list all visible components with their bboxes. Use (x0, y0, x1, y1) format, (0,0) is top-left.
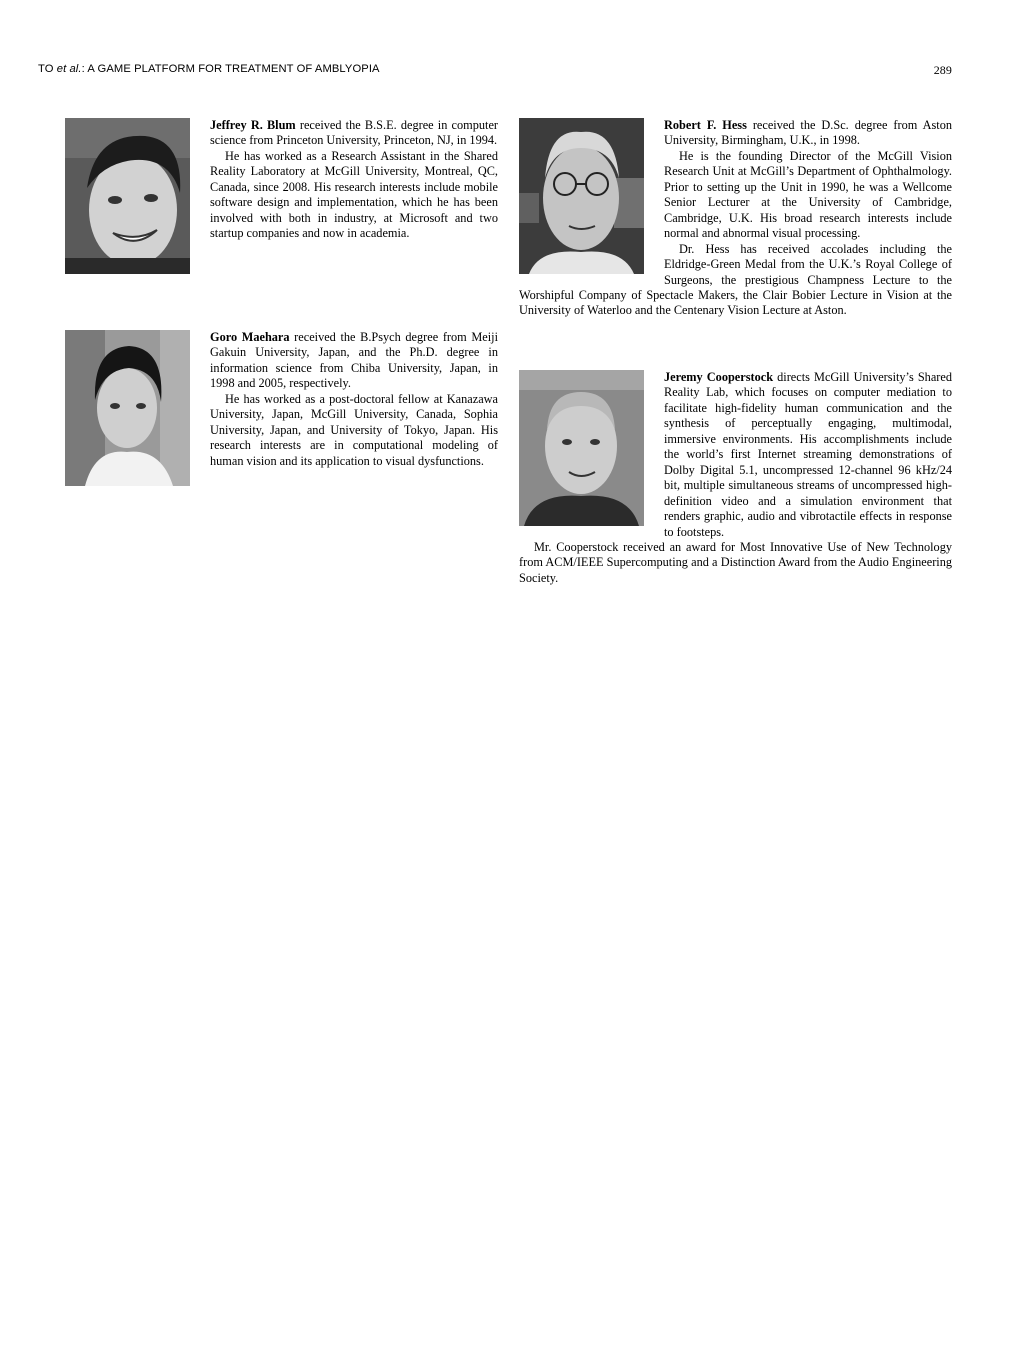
bio-name-hess: Robert F. Hess (664, 118, 747, 132)
bio-cooperstock (519, 370, 952, 586)
bio-text: Mr. Cooperstock received an award for Most Innovative Use of New Technology from ACM/IEEE Supercomputing and a Distinction Award from the Audio Engineering Society. (519, 539, 952, 585)
running-title-etal: et al. (56, 63, 82, 75)
photo-maehara (65, 330, 190, 486)
bio-text: received the D.Sc. degree from Aston University, Birmingham, U.K., in 1998. (664, 118, 952, 148)
bio-hess (519, 118, 952, 319)
bio-name-maehara: Goro Maehara (210, 330, 290, 344)
page-number: 289 (933, 63, 952, 77)
bio-name-cooperstock: Jeremy Cooperstock (664, 370, 774, 384)
bio-text: He is the founding Director of the McGill Vision Research Unit at McGill’s Department of Ophthalmology. Prior to setting up the Unit in 1990, he was a Wellcome Senior Lecturer at the University of Cambridge, Cambridge, U.K. His broad research interests include normal and abnormal visual processing. (664, 148, 952, 241)
bio-text: Dr. Hess has received accolades including the Eldridge-Green Medal from the U.K.’s Royal College of Surgeons, the prestigious Champness Lecture to the Worshipful Company of Spectacle Makers, the Clair Bobier Lecture in Vision at the University of Waterloo and the Centenary Vision Lecture at Aston. (519, 241, 952, 318)
photo-hess (519, 118, 644, 274)
running-title-authors: TO (38, 63, 57, 75)
photo-cooperstock (519, 370, 644, 526)
running-title-text: : A GAME PLATFORM FOR TREATMENT OF AMBLYOPIA (81, 63, 380, 75)
bio-text: received the B.S.E. degree in computer science from Princeton University, Princeton, NJ, in 1994. (210, 118, 498, 148)
bio-blum (65, 118, 498, 278)
bio-text: He has worked as a Research Assistant in the Shared Reality Laboratory at McGill University, Montreal, QC, Canada, since 2008. His research interests include mobile software design and implementation, which he has been involved with both in industry, at Microsoft and two startup companies and now in academia. (210, 148, 498, 241)
bio-maehara (65, 330, 498, 490)
running-title (38, 63, 380, 75)
photo-blum (65, 118, 190, 274)
bio-text: directs McGill University’s Shared Reality Lab, which focuses on computer mediation to facilitate high-fidelity human communication and the synthesis of perceptually engaging, multimodal, immersive environments. His accomplishments include the world’s first Internet streaming demonstrations of Dolby Digital 5.1, uncompressed 12-channel 96 kHz/24 bit, multiple simultaneous streams of uncompressed high-definition video and a simulation environment that renders graphic, audio and vibrotactile effects in response to footsteps. (664, 370, 952, 539)
bio-text: He has worked as a post-doctoral fellow at Kanazawa University, Japan, McGill University, Canada, Sophia University, Japan, and University of Tokyo, Japan. His research interests are in computational modeling of human vision and its application to visual dysfunctions. (210, 391, 498, 468)
bio-text: received the B.Psych degree from Meiji Gakuin University, Japan, and the Ph.D. degree in information science from Chiba University, Japan, in 1998 and 2005, respectively. (210, 330, 498, 391)
bio-name-blum: Jeffrey R. Blum (210, 118, 296, 132)
